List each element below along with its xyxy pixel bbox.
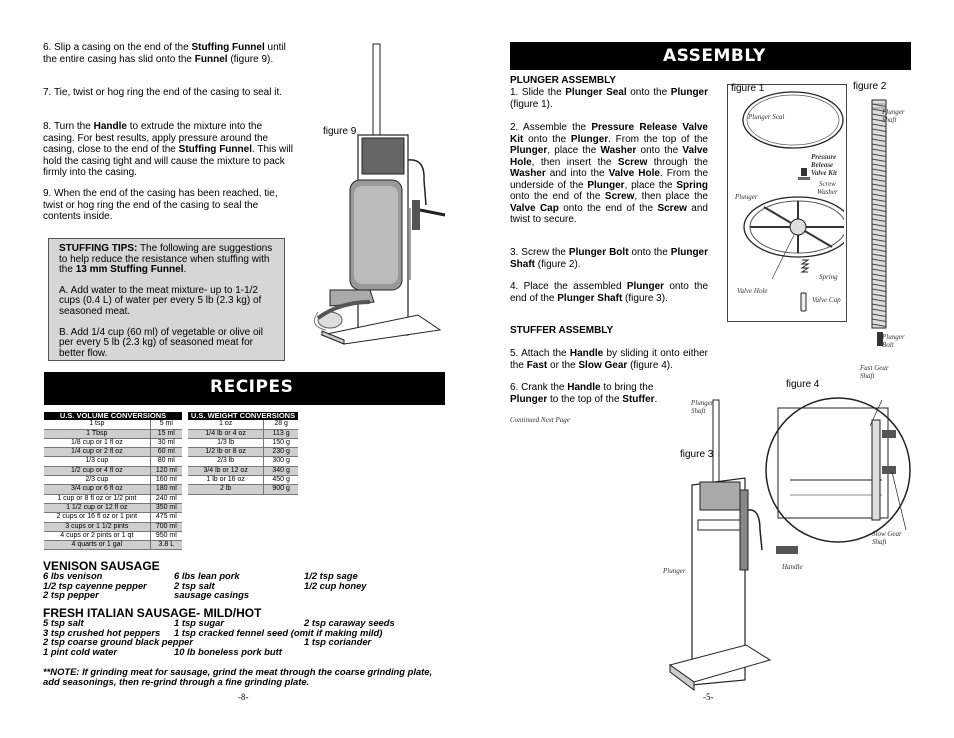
rack-tooth — [872, 134, 886, 137]
ingredient: sausage casings — [174, 589, 250, 601]
rack-tooth — [872, 174, 886, 177]
label-valve-hole: Valve Hole — [737, 287, 768, 295]
label-handle: Handle — [782, 563, 803, 571]
volume-metric: 950 ml — [150, 531, 182, 540]
weight-metric: 28 g — [264, 420, 298, 429]
volume-row — [44, 485, 182, 494]
step-7: 7. Tie, twist or hog ring the end of the casing to seal it. — [43, 87, 283, 98]
rack-tooth — [872, 279, 886, 282]
rack-tooth — [872, 274, 886, 277]
ingredient: 1 pint cold water — [43, 645, 117, 657]
volume-us-measure: 3 cups or 1 1/2 pints — [44, 522, 150, 531]
step-6: 6. Slip a casing on the end of the Stuffing Funnel until the entire casing has slid onto the Funnel (figure 9). — [43, 42, 286, 65]
venison-col-2 — [174, 571, 249, 600]
rack-tooth — [872, 179, 886, 182]
volume-us-measure: 1 cup or 8 fl oz or 1/2 pint — [44, 494, 150, 503]
ingredient: 2 tsp coarse ground black pepper — [43, 636, 194, 648]
plunger-step-2: 2. Assemble the Pressure Release Valve Kit onto the Plunger. From the top of the Plunger, place the Washer onto the Valve Hole, then insert the Screw through the Washer and into the Valve Hole. From the underside of the Plunger, place the Spring onto the end of the Screw, then place the Valve Cap onto the end of the Screw and twist to secure. — [510, 122, 709, 225]
volume-row — [44, 420, 182, 429]
ingredient: 5 tsp salt — [43, 617, 84, 628]
volume-us-measure: 2 cups or 16 fl oz or 1 pint — [44, 513, 150, 522]
label-plunger: Plunger — [735, 193, 758, 201]
figure-2-rack-teeth — [872, 100, 886, 328]
label-plunger-fig3: Plunger — [663, 567, 686, 575]
weight-us-measure: 1 oz — [188, 420, 264, 429]
rack-tooth — [872, 214, 886, 217]
page-number-left: -8- — [238, 692, 249, 702]
ingredient: 1 tsp sugar — [174, 617, 225, 628]
rack-tooth — [872, 249, 886, 252]
volume-row — [44, 438, 182, 447]
label-washer: Washer — [817, 188, 838, 196]
weight-conversions-table — [188, 412, 298, 495]
figure-3-label: figure 3 — [680, 449, 714, 460]
weight-metric: 230 g — [264, 448, 298, 457]
ingredient: 10 lb boneless pork butt — [174, 645, 282, 657]
rack-tooth — [872, 319, 886, 322]
volume-table-title: U.S. VOLUME CONVERSIONS — [44, 412, 182, 420]
weight-metric: 900 g — [264, 485, 298, 494]
label-fast-gear-shaft: Fast Gear Shaft — [860, 364, 889, 380]
rack-tooth — [872, 209, 886, 212]
rack-tooth — [872, 269, 886, 272]
italian-col-1 — [43, 618, 193, 656]
volume-us-measure: 1 tsp — [44, 420, 150, 429]
rack-tooth — [872, 189, 886, 192]
stuffing-tips-box — [48, 238, 285, 361]
rack-tooth — [872, 159, 886, 162]
rack-tooth — [872, 264, 886, 267]
figure-2-label: figure 2 — [853, 81, 887, 92]
weight-row — [188, 438, 298, 447]
volume-metric: 60 ml — [150, 448, 182, 457]
volume-us-measure: 1/3 cup — [44, 457, 150, 466]
rack-tooth — [872, 304, 886, 307]
label-screw: Screw — [819, 180, 836, 188]
volume-metric: 3.8 L — [150, 541, 182, 550]
label-slow-gear-shaft: Slow Gear Shaft — [872, 530, 902, 546]
venison-col-3 — [304, 571, 367, 590]
rack-tooth — [872, 194, 886, 197]
volume-row — [44, 522, 182, 531]
weight-row — [188, 457, 298, 466]
plunger-step-4: 4. Place the assembled Plunger onto the end of the Plunger Shaft (figure 3). — [510, 281, 709, 304]
figure-9-stuffer-illustration — [300, 40, 450, 345]
rack-tooth — [872, 299, 886, 302]
rack-tooth — [872, 224, 886, 227]
weight-us-measure: 1/4 lb or 4 oz — [188, 429, 264, 438]
volume-us-measure: 1/4 cup or 2 fl oz — [44, 448, 150, 457]
volume-row — [44, 457, 182, 466]
ingredient: 1/2 cup honey — [304, 579, 367, 591]
step-8: 8. Turn the Handle to extrude the mixture into the casing. For best results, apply pressure around the casing, close to the end of the Stuffing Funnel. This will hold the casing tight and will cause the mixture to pack firmly into the casing. — [43, 121, 293, 178]
ingredient: 2 tsp caraway seeds — [304, 617, 395, 628]
continued-next-page: Continued Next Page — [510, 416, 570, 424]
volume-metric: 30 ml — [150, 438, 182, 447]
volume-metric: 160 ml — [150, 476, 182, 485]
rack-tooth — [872, 309, 886, 312]
rack-tooth — [872, 139, 886, 142]
rack-tooth — [872, 169, 886, 172]
stuffer-step-6: 6. Crank the Handle to bring the Plunger to the top of the Stuffer. — [510, 382, 658, 405]
tip-b: B. Add 1/4 cup (60 ml) of vegetable or olive oil per every 5 lb (2.3 kg) of seasoned meat for better flow. — [59, 326, 264, 359]
volume-us-measure: 2/3 cup — [44, 476, 150, 485]
volume-row — [44, 476, 182, 485]
label-plunger-bolt: Plunger Bolt — [882, 333, 905, 349]
ingredient: 1/2 tsp cayenne pepper — [43, 579, 147, 591]
rack-tooth — [872, 294, 886, 297]
volume-us-measure: 4 cups or 2 pints or 1 qt — [44, 531, 150, 540]
venison-sausage-title: VENISON SAUSAGE — [43, 559, 160, 573]
rack-tooth — [872, 199, 886, 202]
ingredient: 1/2 tsp sage — [304, 570, 358, 581]
rack-tooth — [872, 314, 886, 317]
rack-tooth — [872, 254, 886, 257]
rack-tooth — [872, 324, 886, 327]
weight-metric: 450 g — [264, 476, 298, 485]
ingredient: 2 tsp pepper — [43, 589, 99, 601]
rack-tooth — [872, 239, 886, 242]
volume-metric: 15 ml — [150, 429, 182, 438]
rack-tooth — [872, 164, 886, 167]
rack-tooth — [872, 219, 886, 222]
italian-col-3 — [304, 618, 395, 656]
volume-row — [44, 503, 182, 512]
weight-row — [188, 485, 298, 494]
plunger-step-3: 3. Screw the Plunger Bolt onto the Plunger Shaft (figure 2). — [510, 247, 709, 270]
weight-us-measure: 3/4 lb or 12 oz — [188, 466, 264, 475]
grinding-note: **NOTE: If grinding meat for sausage, grind the meat through the coarse grinding plate, add seasonings, then re-grind through a fine grinding plate. — [43, 666, 433, 687]
volume-metric: 180 ml — [150, 485, 182, 494]
rack-tooth — [872, 284, 886, 287]
volume-row — [44, 466, 182, 475]
rack-tooth — [872, 259, 886, 262]
volume-metric: 475 ml — [150, 513, 182, 522]
volume-us-measure: 3/4 cup or 6 fl oz — [44, 485, 150, 494]
volume-row — [44, 531, 182, 540]
rack-tooth — [872, 104, 886, 107]
volume-metric: 700 ml — [150, 522, 182, 531]
volume-metric: 120 ml — [150, 466, 182, 475]
weight-table-title: U.S. WEIGHT CONVERSIONS — [188, 412, 298, 420]
weight-us-measure: 2 lb — [188, 485, 264, 494]
label-plunger-shaft-fig3: Plunger Shaft — [691, 399, 714, 415]
rack-tooth — [872, 204, 886, 207]
weight-us-measure: 2/3 lb — [188, 457, 264, 466]
figure-9-label: figure 9 — [323, 126, 357, 137]
volume-metric: 240 ml — [150, 494, 182, 503]
plunger-assembly-title: PLUNGER ASSEMBLY — [510, 75, 616, 86]
rack-tooth — [872, 289, 886, 292]
rack-tooth — [872, 149, 886, 152]
plunger-step-1: 1. Slide the Plunger Seal onto the Plunger (figure 1). — [510, 87, 709, 110]
venison-col-1 — [43, 571, 147, 600]
rack-tooth — [872, 129, 886, 132]
assembly-header: ASSEMBLY — [510, 42, 911, 70]
rack-tooth — [872, 244, 886, 247]
volume-row — [44, 541, 182, 550]
label-valve-cap: Valve Cap — [812, 296, 841, 304]
rack-tooth — [872, 184, 886, 187]
weight-us-measure: 1/2 lb or 8 oz — [188, 448, 264, 457]
rack-tooth — [872, 144, 886, 147]
volume-metric: 80 ml — [150, 457, 182, 466]
label-spring: Spring — [819, 273, 838, 281]
volume-us-measure: 1/2 cup or 4 fl oz — [44, 466, 150, 475]
weight-metric: 300 g — [264, 457, 298, 466]
tips-intro: STUFFING TIPS: The following are suggestions to help reduce the resistance when stuffing with the 13 mm Stuffing Funnel. — [59, 243, 273, 276]
volume-row — [44, 494, 182, 503]
label-pressure-release-valve-kit: Pressure Release Valve Kit — [811, 153, 837, 177]
volume-metric: 350 ml — [150, 503, 182, 512]
rack-tooth — [872, 234, 886, 237]
ingredient — [304, 647, 395, 657]
label-plunger-shaft: Plunger Shaft — [882, 108, 905, 124]
weight-metric: 150 g — [264, 438, 298, 447]
volume-row — [44, 429, 182, 438]
rack-tooth — [872, 229, 886, 232]
weight-us-measure: 1/3 lb — [188, 438, 264, 447]
volume-us-measure: 1 1/2 cup or 12 fl oz — [44, 503, 150, 512]
recipes-header: RECIPES — [44, 372, 445, 405]
volume-row — [44, 448, 182, 457]
ingredient: 6 lbs venison — [43, 570, 103, 581]
italian-sausage-title: FRESH ITALIAN SAUSAGE- MILD/HOT — [43, 606, 262, 620]
stuffer-assembly-title: STUFFER ASSEMBLY — [510, 325, 614, 336]
rack-tooth — [872, 124, 886, 127]
volume-us-measure: 4 quarts or 1 gal — [44, 541, 150, 550]
stuffer-step-5: 5. Attach the Handle by sliding it onto either the Fast or the Slow Gear (figure 4). — [510, 348, 708, 371]
weight-row — [188, 420, 298, 429]
rack-tooth — [872, 154, 886, 157]
ingredient: 3 tsp crushed hot peppers — [43, 626, 161, 638]
ingredient: 1 tsp cracked fennel seed (omit if making mild) — [174, 626, 383, 638]
ingredient: 1 tsp coriander — [304, 636, 372, 648]
figure-1-label: figure 1 — [731, 83, 765, 94]
label-plunger-seal: Plunger Seal — [748, 113, 785, 121]
ingredient: 2 tsp salt — [174, 579, 215, 591]
step-9: 9. When the end of the casing has been reached, tie, twist or hog ring the end of the casing to seal the contents inside. — [43, 188, 278, 222]
volume-row — [44, 513, 182, 522]
ingredient: 6 lbs lean pork — [174, 570, 240, 581]
page-number-right: -5- — [703, 692, 714, 702]
weight-us-measure: 1 lb or 16 oz — [188, 476, 264, 485]
figure-4-label: figure 4 — [786, 379, 820, 390]
weight-row — [188, 476, 298, 485]
tip-a: A. Add water to the meat mixture- up to 1-1/2 cups (0.4 L) of water per every 5 lb (2.3 kg) of seasoned meat. — [59, 284, 262, 317]
weight-metric: 340 g — [264, 466, 298, 475]
weight-metric: 113 g — [264, 429, 298, 438]
volume-us-measure: 1/8 cup or 1 fl oz — [44, 438, 150, 447]
weight-row — [188, 448, 298, 457]
weight-row — [188, 466, 298, 475]
volume-conversions-table — [44, 412, 182, 550]
volume-metric: 5 ml — [150, 420, 182, 429]
weight-row — [188, 429, 298, 438]
volume-us-measure: 1 Tbsp — [44, 429, 150, 438]
